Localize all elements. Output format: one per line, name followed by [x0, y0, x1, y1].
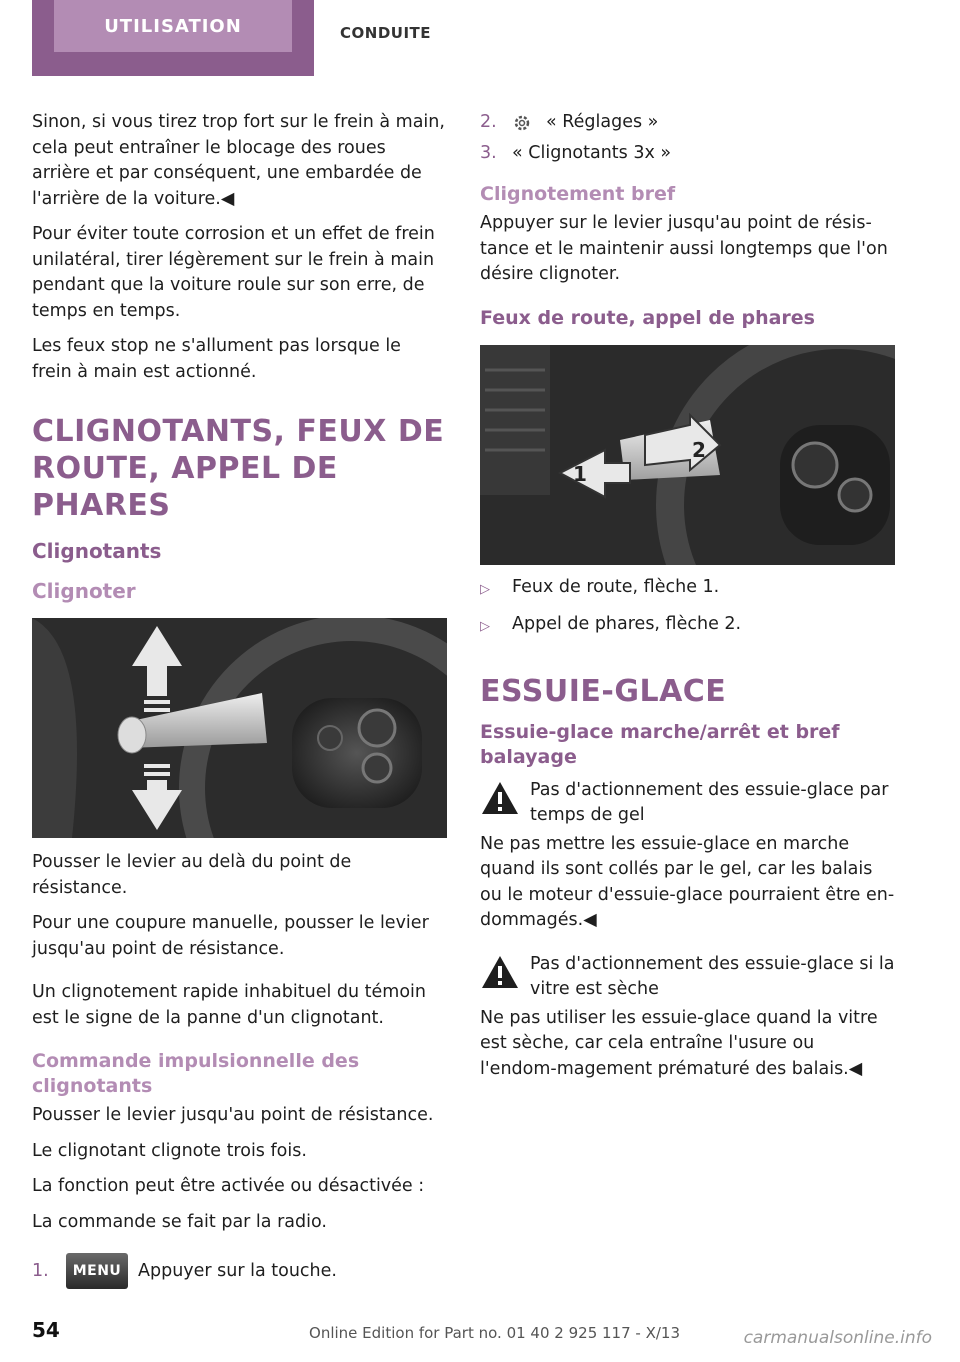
arrow-2-label: 2	[692, 437, 706, 462]
subsection-title-clignotants: Clignotants	[32, 539, 162, 563]
subsection-title-essuie-marche: Essuie-glace marche/arrêt et bref balayage	[480, 720, 840, 768]
step-2-text: « Réglages »	[546, 112, 659, 132]
page-number: 54	[32, 1318, 60, 1342]
paragraph-function-toggle: La fonction peut être activée ou désactivée :	[32, 1176, 425, 1196]
headlight-lever-photo	[480, 345, 895, 565]
paragraph-handbrake-warning: Sinon, si vous tirez trop fort sur le frein à main, cela peut entraîner le blocage des roues arrière et par conséquent, une embardée de l'arrière de la voiture.◀	[32, 112, 445, 209]
warning-dry-title: Pas d'actionnement des essuie-glace si la vitre est sèche	[530, 953, 895, 999]
paragraph-blinks-three: Le clignotant clignote trois fois.	[32, 1140, 307, 1161]
paragraph-brake-lights: Les feux stop ne s'allument pas lorsque le frein à main est actionné.	[32, 336, 401, 382]
bullet-appel-phares: ▷ Appel de phares, flèche 2.	[480, 612, 896, 639]
paragraph-fast-blink: Un clignotement rapide inhabituel du témoin est le signe de la panne d'un clignotant.	[32, 982, 426, 1028]
section-title-essuie-glace: ESSUIE-GLACE	[480, 673, 727, 709]
right-column	[480, 110, 896, 1092]
warning-triangle-icon	[480, 952, 530, 1002]
warning-dry	[480, 952, 896, 1002]
header-tab-utilisation-label: UTILISATION	[54, 0, 292, 52]
step-1-number: 1.	[32, 1260, 49, 1281]
paragraph-push-lever: Pousser le levier au delà du point de résistance.	[32, 852, 352, 898]
paragraph-corrosion: Pour éviter toute corrosion et un effet de frein unilatéral, tirer légèrement sur le frein à main pendant que la voiture roule sur son erre, de temps en temps.	[32, 224, 435, 321]
menu-button-icon: MENU	[66, 1253, 128, 1289]
step-3-number: 3.	[480, 143, 497, 163]
settings-gear-icon	[512, 113, 546, 133]
subsubsection-title-impulse: Commande impulsionnelle des clignotants	[32, 1050, 360, 1097]
paragraph-manual-cutoff: Pour une coupure manuelle, pousser le levier jusqu'au point de résistance.	[32, 913, 429, 959]
step-1-text: Appuyer sur la touche.	[138, 1260, 337, 1281]
warning-gel-title: Pas d'actionnement des essuie-glace par temps de gel	[530, 779, 889, 825]
warning-triangle-icon	[480, 778, 530, 828]
subsection-title-feux: Feux de route, appel de phares	[480, 306, 815, 329]
step-2	[480, 110, 896, 135]
paragraph-bref: Appuyer sur le levier jusqu'au point de résis‐tance et le maintenir aussi longtemps que l'on désire clignoter.	[480, 213, 888, 284]
header-tab-conduite[interactable]: CONDUITE	[340, 24, 432, 42]
bullet-triangle-icon: ▷	[480, 581, 490, 597]
paragraph-impulse-push: Pousser le levier jusqu'au point de résistance.	[32, 1105, 434, 1125]
section-title-clignotants: CLIGNOTANTS, FEUX DE ROUTE, APPEL DE PHARES	[32, 414, 445, 523]
subsubsection-title-clignoter: Clignoter	[32, 579, 136, 603]
headlight-illustration	[480, 345, 895, 565]
header-tab-utilisation[interactable]	[32, 0, 314, 76]
step-2-number: 2.	[480, 112, 497, 132]
subsubsection-title-bref: Clignotement bref	[480, 183, 676, 205]
warning-gel	[480, 778, 896, 828]
turn-signal-lever-photo	[32, 618, 447, 838]
turn-signal-illustration	[32, 618, 447, 838]
step-3-text: « Clignotants 3x »	[512, 143, 672, 163]
paragraph-warning-gel: Ne pas mettre les essuie-glace en marche quand ils sont collés par le gel, car les balais ou le moteur d'essuie-glace pourraient être en‐dommagés.◀	[480, 833, 895, 930]
paragraph-warning-dry: Ne pas utiliser les essuie-glace quand la vitre est sèche, car cela entraîne l'usure ou l'endom‐magement prématuré des balais.◀	[480, 1007, 878, 1079]
edition-note: Online Edition for Part no. 01 40 2 925 117 - X/13	[309, 1324, 680, 1342]
left-column	[32, 110, 446, 1295]
bullet-feux-route: ▷ Feux de route, flèche 1.	[480, 575, 896, 602]
step-3	[480, 141, 896, 166]
step-1	[32, 1253, 446, 1289]
bullet-triangle-icon: ▷	[480, 618, 490, 634]
arrow-1-label: 1	[573, 461, 587, 486]
watermark: carmanualsonline.info	[743, 1328, 932, 1348]
paragraph-radio-control: La commande se fait par la radio.	[32, 1211, 327, 1232]
